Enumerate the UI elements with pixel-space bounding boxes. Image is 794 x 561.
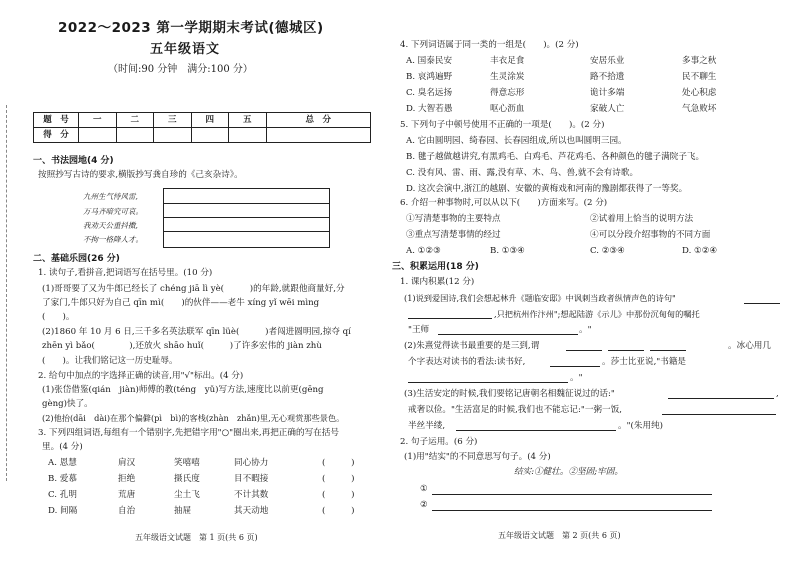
score-input-cell[interactable] [79,128,117,143]
q4-option: 路不拾遗 [590,72,625,82]
s3-q1-text: 。" [579,325,592,335]
answer-number: ② [420,500,428,510]
s3-q1-text: 戒奢以俭。"生活富足的时候,我们也不能忘记:"一粥一饭, [408,405,622,415]
page-footer: 五年级语文试题 第 1 页(共 6 页) [135,533,258,542]
section-1-heading: 一、书法园地(4 分) [33,156,114,166]
answer-number: ① [420,484,428,494]
score-header-cell: 五 [229,113,267,128]
q6-choice: D. ①②④ [682,246,718,256]
q6-choice: A. ①②③ [406,246,441,256]
answer-line[interactable] [432,510,712,511]
s3-q2-stem: 2. 句子运用。(6 分) [400,437,478,447]
score-value-row [34,128,371,143]
answer-line[interactable] [456,430,616,431]
q6-choice: C. ②③④ [590,246,625,256]
answer-line[interactable] [662,414,776,415]
q4-option: A. 国泰民安 [406,56,453,66]
s3-q1-text: 。莎士比亚说,"书籍是 [602,357,687,367]
s3-q1-text: 。"(朱用纯) [618,421,664,431]
section-1-instruction: 按照抄写古诗的要求,横版抄写龚自珍的《己亥杂诗》。 [38,170,243,180]
exam-title: 2022～2023 第一学期期末考试(德城区) [58,20,324,36]
poem-line: 万马齐喑究可哀。 [83,207,143,216]
q4-option: 呕心沥血 [490,104,525,114]
q4-option: 安居乐业 [590,56,625,66]
q3-word: 笑嘻嘻 [174,458,200,468]
q4-option: 得意忘形 [490,88,525,98]
answer-paren[interactable]: ( ) [322,474,355,484]
score-label-cell: 得 分 [34,128,79,143]
answer-line[interactable] [438,334,578,335]
q5-stem: 5. 下列句子中顿号使用不正确的一项是( )。(2 分) [400,120,605,130]
answer-line[interactable] [408,318,492,319]
q5-option: C. 没有风、雷、雨、露,没有草、木、鸟、兽,就不会有诗歌。 [406,168,639,178]
score-input-cell[interactable] [266,128,371,143]
score-header-cell: 一 [79,113,117,128]
q3-word: 尘土飞 [174,490,200,500]
s3-q2-text: (1)用"结实"的不同意思写句子。(4 分) [404,452,551,462]
q4-option: 多事之秋 [682,56,717,66]
score-header-row [34,113,371,128]
section-2-heading: 二、基础乐园(26 分) [33,254,120,264]
q4-option: B. 哀鸿遍野 [406,72,453,82]
q3-word: 不计其数 [234,490,269,500]
s3-q1-text: ,只把杭州作汴州";想起陆游《示儿》中那份沉甸甸的嘱托 [494,309,700,319]
q3-word: D. 间隔 [48,506,78,516]
answer-line[interactable] [650,350,686,351]
q4-option: 丰衣足食 [490,56,525,66]
answer-paren[interactable]: ( ) [322,506,355,516]
poem-line: 我劝天公重抖擞, [83,221,138,230]
q4-option: 气急败坏 [682,104,717,114]
page-1 [0,0,388,561]
q3-word: 自治 [118,506,136,516]
q3-word: 抽屉 [174,506,192,516]
q2-text: gèng)快了。 [42,399,93,409]
copy-writing-box[interactable] [163,188,330,248]
q5-option: D. 这次会演中,浙江的越剧、安徽的黄梅戏和河南的豫剧都获得了一等奖。 [406,184,688,194]
q6-item: ③重点写清楚事情的经过 [406,230,501,240]
score-header-cell: 四 [191,113,229,128]
q1-text: (2)1860 年 10 月 6 日,三千多名英法联军 qīn lüè( )者闯进圆明园,掠夺 qí [42,327,351,337]
poem-line: 九州生气恃风雷, [83,192,138,201]
s3-q1-text: 个字表达对读书的看法:读书好, [408,357,526,367]
q3-word: 荒唐 [118,490,136,500]
s3-q1-stem: 1. 课内积累(12 分) [400,277,475,287]
q6-item: ①写清楚事物的主要特点 [406,214,501,224]
page-footer: 五年级语文试题 第 2 页(共 6 页) [498,531,621,540]
answer-line[interactable] [668,398,774,399]
answer-line[interactable] [432,494,712,495]
score-input-cell[interactable] [229,128,267,143]
q4-option: C. 臭名远扬 [406,88,453,98]
s3-q1-text: (1)说到爱国诗,我们会想起林升《题临安邸》中讽刺当政者纵情声色的诗句" [404,293,676,303]
score-input-cell[interactable] [154,128,192,143]
answer-line[interactable] [566,350,602,351]
s3-q1-text: 。" [570,373,583,383]
q3-word: C. 孔明 [48,490,77,500]
exam-info: （时间:90 分钟 满分:100 分） [108,64,253,75]
q4-option: 家破人亡 [590,104,625,114]
q4-option: 诡计多端 [590,88,625,98]
q1-text: ( )。 [42,312,75,322]
answer-line[interactable] [408,382,568,383]
section-3-heading: 三、积累运用(18 分) [392,262,479,272]
q6-item: ②试着用上恰当的说明方法 [590,214,694,224]
q4-option: 处心积虑 [682,88,717,98]
score-table [33,112,371,143]
q3-word: 摄氏度 [174,474,200,484]
exam-subtitle: 五年级语文 [150,42,221,57]
q4-stem: 4. 下列词语属于同一类的一组是( )。(2 分) [400,40,579,50]
q6-item: ④可以分段介绍事物的不同方面 [590,230,711,240]
word-meaning: 结实:①健壮。②坚固;牢固。 [514,467,623,477]
q3-word: A. 恩慧 [48,458,77,468]
q5-option: B. 毽子越做越讲究,有黑鸡毛、白鸡毛、芦花鸡毛、各种颜色的毽子满院子飞。 [406,152,705,162]
s3-q1-text: , [776,389,779,399]
answer-paren[interactable]: ( ) [322,458,355,468]
q4-option: D. 大智若愚 [406,104,453,114]
q3-word: 肩汉 [118,458,136,468]
q3-word: 其天动地 [234,506,269,516]
q5-option: A. 它由圆明园、绮春园、长春园组成,所以也叫圆明三园。 [406,136,627,146]
answer-paren[interactable]: ( ) [322,490,355,500]
s3-q1-text: 。冰心用几 [728,341,771,351]
q3-word: 拒绝 [118,474,136,484]
q1-stem: 1. 读句子,看拼音,把词语写在括号里。(10 分) [38,268,213,278]
q2-text: (1)张岱借鉴(qián jiàn)师傅的教(téng yǔ)写方法,速度比以前更(gēng [42,385,324,395]
s3-q1-text: "王师 [408,325,430,335]
score-header-cell: 二 [116,113,154,128]
s3-q1-text: (2)朱熹觉得读书最重要的是三到,谓 [404,341,540,351]
q1-text: zhēn yì bǎo( ),还放火 shāo huǐ( )了许多宏伟的 jiàn zhù [42,341,322,351]
q4-option: 生灵涂炭 [490,72,525,82]
cut-line [6,105,7,481]
q3-stem-cont: 里。(4 分) [42,442,83,452]
q3-stem: 3. 下列四组词语,每组有一个错别字,先把错字用"○"圈出来,再把正确的写在括号 [38,428,339,438]
s3-q1-text: 半丝半缕, [408,421,446,431]
q6-choice: B. ①③④ [490,246,525,256]
answer-line[interactable] [744,303,780,304]
q3-word: B. 爱慕 [48,474,77,484]
score-input-cell[interactable] [191,128,229,143]
score-header-cell: 总 分 [266,113,371,128]
q3-word: 目不暇接 [234,474,269,484]
score-header-cell: 题 号 [34,113,79,128]
s3-q1-text: (3)生活安定的时候,我们要铭记唐朝名相魏征说过的话:" [404,389,615,399]
q2-text: (2)他抬(dāi dài)在那个偏僻(pì bì)的客栈(zhàn zhǎn)里,无心观赏那些景色。 [42,413,345,423]
score-input-cell[interactable] [116,128,154,143]
q4-option: 民不聊生 [682,72,717,82]
poem-line: 不拘一格降人才。 [83,235,143,244]
q3-word: 同心协力 [234,458,269,468]
score-header-cell: 三 [154,113,192,128]
answer-line[interactable] [550,366,600,367]
q2-stem: 2. 给句中加点的字选择正确的读音,用"√"标出。(4 分) [38,371,244,381]
page-2 [392,0,794,561]
answer-line[interactable] [608,350,644,351]
q1-text: (1)哥哥要了又为牛郎已经长了 chéng jiā lì yè( )的年龄,就跟他商量好,分 [42,284,345,294]
q6-stem: 6. 介绍一种事物时,可以从以下( )方面来写。(2 分) [400,198,608,208]
q1-text: 了家门,牛郎只好为自己 qīn mì( )的伙伴——老牛 xíng yǐ wēi mìng [42,298,320,308]
q1-text: ( )。让我们铭记这一历史耻辱。 [42,356,178,366]
